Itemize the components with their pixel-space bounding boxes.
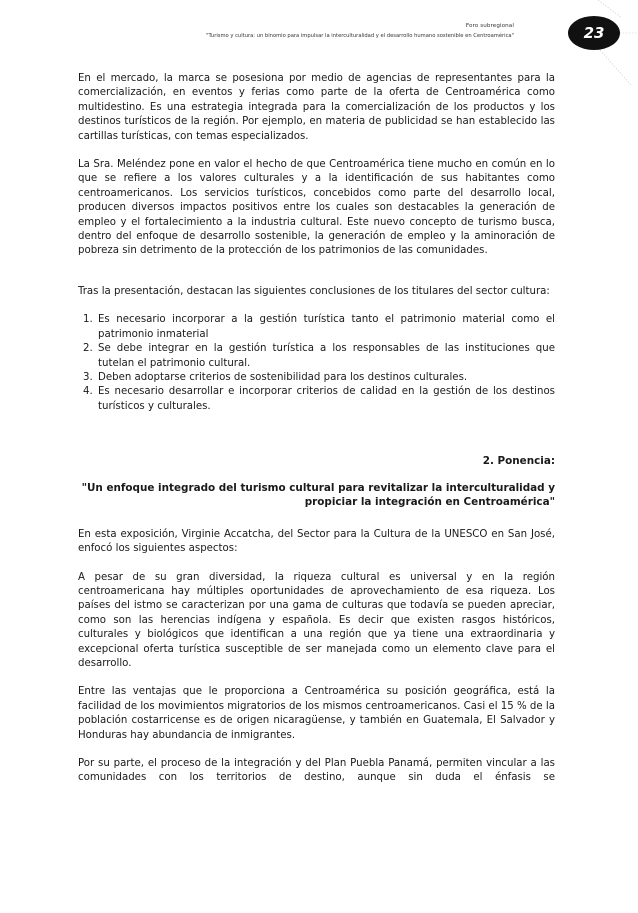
list-item: 1. Es necesario incorporar a la gestión turística tanto el patrimonio material como el patrimonio inmaterial xyxy=(96,313,555,342)
section-number: 2. Ponencia: xyxy=(482,455,555,468)
paragraph-cultural-wealth: A pesar de su gran diversidad, la riqueza cultural es universal y en la región centroamericana hay múltiples oportunidades de aprovechamiento de esa riqueza. Los países del istmo se caracterizan por una gama de culturas que todavía se pueden apreciar, como son las herencias indígena y española. Es decir que existen rasgos históricos, culturales y biológicos que identifican a una región que ya tiene una extraordinaria y excepcional oferta turística susceptible de ser manejada como un elemento clave para el desarrollo. xyxy=(78,571,555,669)
conclusions-list xyxy=(78,313,555,414)
header-forum-label: Foro subregional xyxy=(465,23,514,29)
paragraph-integration: Por su parte, el proceso de la integración y del Plan Puebla Panamá, permiten vincular a las comunidades con los territorios de destino, aunque sin duda el énfasis se xyxy=(78,758,555,784)
list-item: 4. Es necesario desarrollar e incorporar criterios de calidad en la gestión de los destinos turísticos y culturales. xyxy=(96,385,555,414)
paragraph-melendez: La Sra. Meléndez pone en valor el hecho de que Centroamérica tiene mucho en común en lo que se refiere a los valores culturales y a la identificación de sus habitantes como centroamericanos. Los servicios turísticos, concebidos como parte del desarrollo local, producen diversos impactos positivos entre los cuales son destacables la generación de empleo y el fortalecimiento a la industria cultural. Este nuevo concepto de turismo busca, dentro del enfoque de desarrollo sostenible, la generación de empleo y la aminoración de pobreza sin detrimento de la protección de los patrimonios de las comunidades. xyxy=(78,159,555,257)
paragraph-conclusions-intro: Tras la presentación, destacan las siguientes conclusiones de los titulares del sector cultura: xyxy=(78,285,550,297)
paragraph-geography: Entre las ventajas que le proporciona a Centroamérica su posición geográfica, está la facilidad de los movimientos migratorios de los mismos centroamericanos. Casi el 15 % de la población costarricense es de origen nicaragüense, y también en Guatemala, El Salvador y Honduras hay abundancia de inmigrantes. xyxy=(78,686,555,741)
page-number-badge: 23 xyxy=(568,16,620,50)
paragraph-marketing: En el mercado, la marca se posesiona por medio de agencias de representantes para la comercialización, en eventos y ferias como parte de la oferta de Centroamérica como multidestino. Es una estrategia integrada para la comercialización de los productos y los destinos turísticos de la región. Por ejemplo, en materia de publicidad se han establecido las cartillas turísticas, con temas especializados. xyxy=(78,73,555,142)
page-header xyxy=(0,0,638,70)
list-item: 3. Deben adoptarse criterios de sostenibilidad para los destinos culturales. xyxy=(96,371,555,385)
paragraph-exposition: En esta exposición, Virginie Accatcha, del Sector para la Cultura de la UNESCO en San José, enfocó los siguientes aspectos: xyxy=(78,528,555,555)
list-item: 2. Se debe integrar en la gestión turística a los responsables de las instituciones que tutelan el patrimonio cultural. xyxy=(96,342,555,371)
section-title: "Un enfoque integrado del turismo cultural para revitalizar la interculturalidad y propiciar la integración en Centroamérica" xyxy=(81,481,555,509)
main-content xyxy=(78,72,555,800)
header-subtitle: "Turismo y cultura: un binomio para impulsar la interculturalidad y el desarrollo humano sostenible en Centroamérica" xyxy=(206,33,514,39)
